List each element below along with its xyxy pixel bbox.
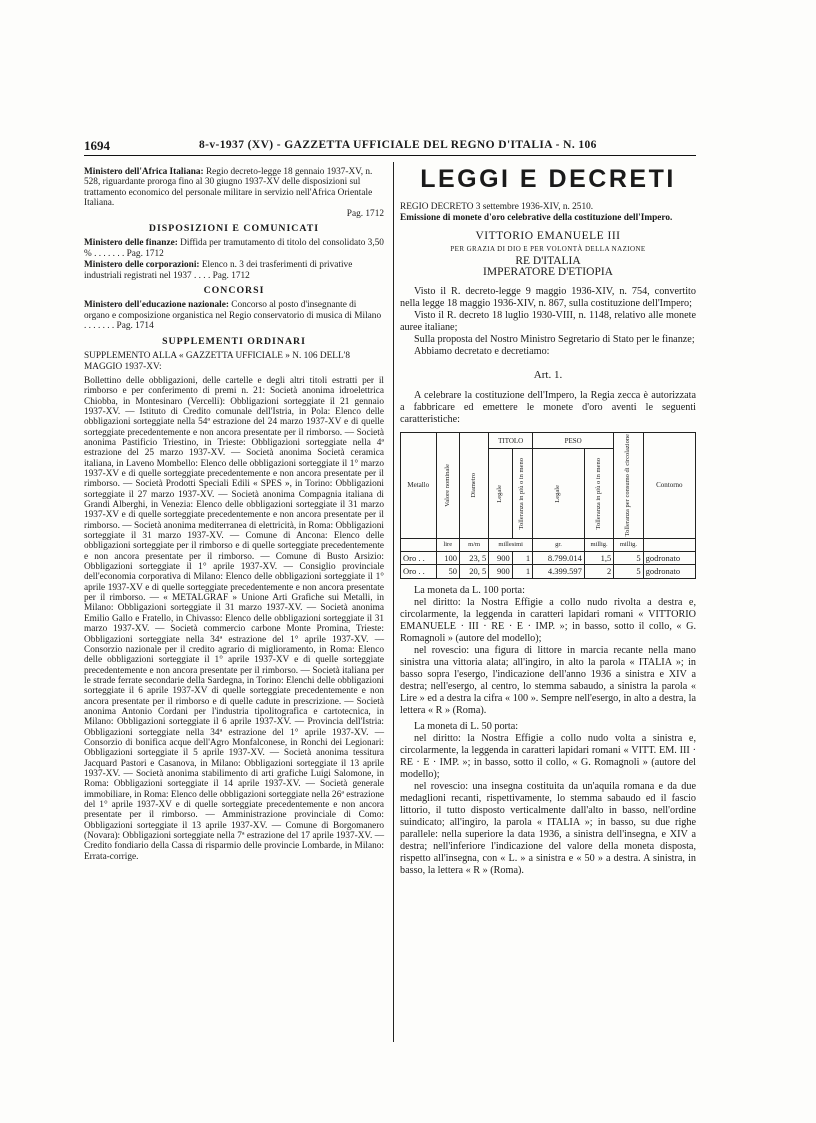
entry-text: Elenco n. 3 dei trasferimenti di privative industriali registrati nel 1937 [84, 260, 353, 281]
col-tolleranza-circolazione: Tolleranza per consumo di circolazione [614, 433, 643, 538]
decree-subject: Emissione di monete d'oro celebrative della costituzione dell'Impero. [400, 212, 673, 223]
decree-reference: REGIO DECRETO 3 settembre 1936-XIV, n. 2510. [400, 202, 594, 213]
decree-heading [400, 202, 696, 223]
ministry-name: Ministero dell'Africa Italiana: [84, 167, 204, 177]
unit-lire: lire [436, 538, 460, 551]
grace-formula: PER GRAZIA DI DIO E PER VOLONTÀ DELLA NAZIONE [450, 244, 646, 253]
left-column [84, 167, 384, 862]
unit-millig-circ: millig. [614, 538, 643, 551]
col-peso-legale: Legale [533, 449, 585, 538]
section-heading-supplementi: SUPPLEMENTI ORDINARI [162, 335, 306, 347]
paragraph-rovescio-100: nel rovescio: una figura di littore in marcia recante nella mano sinistra una vittoria alata; all'ingiro, in alto la parola « ITALIA »; in basso sopra l'esergo, l'indicazione dell'anno 1936 a sinistra e XIV a destra; nell'esergo, al centro, lo stemma sabaudo, a sinistra la parola « Lire » ed a destra la cifra « 100 ». Sempre nell'esergo, in alto a destra, la lettera « R » (Roma). [400, 644, 696, 716]
unit-millesimi: millesimi [489, 538, 533, 551]
section-heading-disposizioni: DISPOSIZIONI E COMUNICATI [148, 223, 320, 235]
page-ref: . . . . . . . Pag. 1712 [94, 248, 164, 259]
col-metallo: Metallo [401, 433, 437, 538]
ministry-name: Ministero dell'educazione nazionale: [84, 300, 229, 311]
ministry-name: Ministero delle finanze: [84, 238, 178, 249]
index-entry-corporazioni [84, 260, 384, 281]
running-title: 8-v-1937 (XV) - GAZZETTA UFFICIALE DEL REGNO D'ITALIA - N. 106 [199, 139, 597, 151]
column-divider [393, 162, 394, 1042]
king-name: VITTORIO EMANUELE III [475, 230, 621, 243]
article-heading: Art. 1. [533, 368, 563, 381]
col-titolo: TITOLO [489, 433, 533, 449]
paragraph-diritto-50: nel diritto: la Nostra Effigie a collo nudo volta a sinistra e, circolarmente, la leggenda in caratteri lapidari romani « VITT. EM. III · RE · E · IMP. »; in basso, sotto il collo, « G. Romagnoli » (autore del modello); [400, 732, 696, 780]
table-header-row [401, 433, 696, 449]
page-ref: . . . . Pag. 1712 [194, 270, 250, 281]
index-entry-finanze [84, 238, 384, 259]
section-heading-concorsi: CONCORSI [203, 285, 265, 297]
col-contorno: Contorno [643, 433, 695, 538]
right-column [400, 165, 696, 877]
unit-millig: millig. [584, 538, 613, 551]
king-title-2: IMPERATORE D'ETIOPIA [483, 266, 613, 279]
unit-mm: m/m [460, 538, 489, 551]
index-entry-educazione [84, 300, 384, 331]
col-diametro: Diametro [460, 433, 489, 538]
bollettino-text: Bollettino delle obbligazioni, delle cartelle e degli altri titoli estratti per il rimborso e per conferimento di premi n. 21: Società anonima idroelettrica Chiobba, in Montesinaro (Vercelli): Obbligazioni sorteggiate il 21 gennaio 1937-XV. — Istituto di Credito comunale dell'Istria, in Pola: Elenco delle obbligazioni sorteggiate nella 54ª estrazione del 24 marzo 1937-XV e di quelle sorteggiate precedentemente e non ancora presentate per il rimborso. — Società anonima Pastificio Triestino, in Trieste: Obbligazioni sorteggiate nella 4ª estrazione del 25 marzo 1937-XV. — Società anonima Società ceramica italiana, in Laveno Mombello: Elenco delle obbligazioni sorteggiate il 1° marzo 1937-XV e di quelle sorteggiate precedentemente e non ancora presentate per il rimborso. — Società Prodotti Speciali Edili « SPES », in Torino: Obbligazioni sorteggiate il 27 marzo 1937-XV. — Società anonima Compagnia italiana di Grandi Alberghi, in Venezia: Elenco delle obbligazioni sorteggiate il 31 marzo 1937-XV e di quelle sorteggiate precedentemente e non ancora presentate per il rimborso. — Società anonima mediterranea di elettricità, in Roma: Obbligazioni sorteggiate il 31 marzo 1937-XV. — Comune di Ancona: Elenco delle obbligazioni sorteggiate per il rimborso e di quelle sorteggiate precedentemente e non ancora presentate per il rimborso. — Comune di Busto Arsizio: Obbligazioni sorteggiate il 1° aprile 1937-XV. — Consiglio provinciale dell'economia corporativa di Milano: Elenco delle obbligazioni sorteggiate il 1° aprile 1937-XV e di quelle sorteggiate precedentemente e non ancora presentate per il rimborso. — « METALGRAF » Unione Arti Grafiche sui Metalli, in Milano: Obbligazioni sorteggiate il 31 marzo 1937-XV. — Società anonima Emilio Gallo e Fratello, in Chivasso: Elenco delle obbligazioni sorteggiate il 31 marzo 1937-XV. — Società commercio carbone Monte Promina, Trieste: Obbligazioni sorteggiate nella 34ª estrazione del 1° aprile 1937-XV. — Consorzio nazionale per il credito agrario di miglioramento, in Roma: Elenco delle obbligazioni sorteggiate il 1° aprile 1937-XV e di quelle sorteggiate precedentemente e non ancora presentate per il rimborso. — Società italiana per le strade ferrate secondarie della Sardegna, in Torino: Elenchi delle obbligazioni sorteggiate il 6 aprile 1937-XV di quelle sorteggiate precedentemente e non ancora presentate per il rimborso e di quelle cadute in prescrizione. — Società anonima Antonio Cordani per l'industria tipolitografica e cartotecnica, in Milano: Obbligazioni sorteggiate il 6 aprile 1937-XV. — Provincia dell'Istria: Obbligazioni sorteggiate nella 34ª estrazione del 1° aprile 1937-XV. — Consorzio di bonifica acque dell'Agro Monfalconese, in Ronchi dei Legionari: Obbligazioni sorteggiate il 5 aprile 1937-XV. — Società anonima tessitura Jacquard Pastori e Casanova, in Milano: Obbligazioni sorteggiate il 13 aprile 1937-XV. — Società anonima stabilimento di arti grafiche Luigi Salomone, in Roma: Obbligazioni sorteggiate il 14 aprile 1937-XV. — Società generale immobiliare, in Roma: Elenco delle obbligazioni sorteggiate nella 26ª estrazione del 1° aprile 1937-XV e di quelle sorteggiate precedentemente e non ancora presentate per il rimborso. — Amministrazione provinciale di Como: Obbligazioni sorteggiate il 13 aprile 1937-XV. — Comune di Borgomanero (Novara): Obbligazioni sorteggiate nella 7ª estrazione del 17 aprile 1937-XV. — Credito fondiario della Cassa di risparmio delle provincie Lombarde, in Milano: Errata-corrige. [84, 375, 384, 862]
paragraph-rovescio-50: nel rovescio: una insegna costituita da un'aquila romana e da due medaglioni recanti, rispettivamente, lo stemma sabaudo ed il fascio littorio, il tutto disposto verticalmente dall'alto in basso, nell'ordine suindicato; all'ingiro, la parola « ITALIA »; in basso, su due righe parallele: nella superiore la data 1936, a sinistra dell'insegna, e XIV a destra; nell'inferiore l'indicazione del valore della moneta disposta, rispetto all'insegna, con « L. » a sinistra e « 50 » a destra. A sinistra, in basso, la lettera « R » (Roma). [400, 780, 696, 876]
ministry-name: Ministero delle corporazioni: [84, 260, 200, 271]
page-ref: . . . . . . . Pag. 1714 [84, 321, 154, 332]
paragraph-diritto-100: nel diritto: la Nostra Effigie a collo nudo rivolta a destra e, circolarmente, la leggenda in caratteri lapidari romani « VITTORIO EMANUELE · III · RE · E · IMP. »; in basso, sotto il collo, « G. Romagnoli » (autore del modello); [400, 596, 696, 644]
paragraph-visto-1: Visto il R. decreto-legge 9 maggio 1936-XIV, n. 754, convertito nella legge 18 maggio 1936-XIV, n. 867, sulla costituzione dell'Impero; [400, 285, 696, 309]
col-peso-tolleranza: Tolleranza in più o in meno [584, 449, 613, 538]
header-rule [84, 155, 696, 156]
unit-gr: gr. [533, 538, 585, 551]
paragraph-decretato: Abbiamo decretato e decretiamo: [414, 345, 550, 357]
col-valore: Valore nominale [436, 433, 460, 538]
paragraph-proposta: Sulla proposta del Nostro Ministro Segretario di Stato per le finanze; [414, 333, 695, 345]
paragraph-visto-2: Visto il R. decreto 18 luglio 1930-VIII, n. 1148, relativo alle monete auree italiane; [400, 309, 696, 333]
paragraph-celebrare: A celebrare la costituzione dell'Impero, la Regia zecca è autorizzata a fabbricare ed emettere le monete d'oro aventi le seguenti caratteristiche: [400, 390, 696, 426]
col-titolo-legale: Legale [489, 449, 513, 538]
page-header [84, 138, 696, 154]
table-row: Oro . . 50 20, 5 900 1 4.399.597 2 5 godronato [401, 565, 696, 578]
king-title-1: RE D'ITALIA [515, 255, 581, 268]
table-row: Oro . . 100 23, 5 900 1 8.799.014 1,5 5 godronato [401, 552, 696, 565]
coin-specs-table [400, 432, 696, 579]
page-ref: Pag. 1712 [346, 208, 384, 219]
col-titolo-tolleranza: Tolleranza in più o in meno [512, 449, 532, 538]
entry-text: Regio decreto-legge 18 gennaio 1937-XV, n. 528, riguardante proroga fino al 30 giugno 1937-XV delle disposizioni sul trattamento economico del personale militare in servizio nell'Africa Orientale Italiana. [84, 167, 373, 209]
index-entry-africa [84, 167, 384, 219]
paragraph-moneta-50: La moneta di L. 50 porta: [414, 720, 519, 732]
page-number: 1694 [84, 138, 110, 153]
entry-text: Diffida per tramutamento di titolo del consolidato 3,50 % [84, 238, 384, 259]
paragraph-moneta-100: La moneta da L. 100 porta: [414, 584, 525, 596]
supplement-reference: SUPPLEMENTO ALLA « GAZZETTA UFFICIALE » N. 106 DELL'8 MAGGIO 1937-XV: [84, 351, 350, 372]
col-peso: PESO [533, 433, 614, 449]
table-units-row [401, 538, 696, 551]
entry-text: Concorso al posto d'insegnante di organo e composizione organistica nel Regio conservatorio di musica di Milano [84, 300, 382, 321]
section-title: LEGGI E DECRETI [420, 165, 676, 193]
